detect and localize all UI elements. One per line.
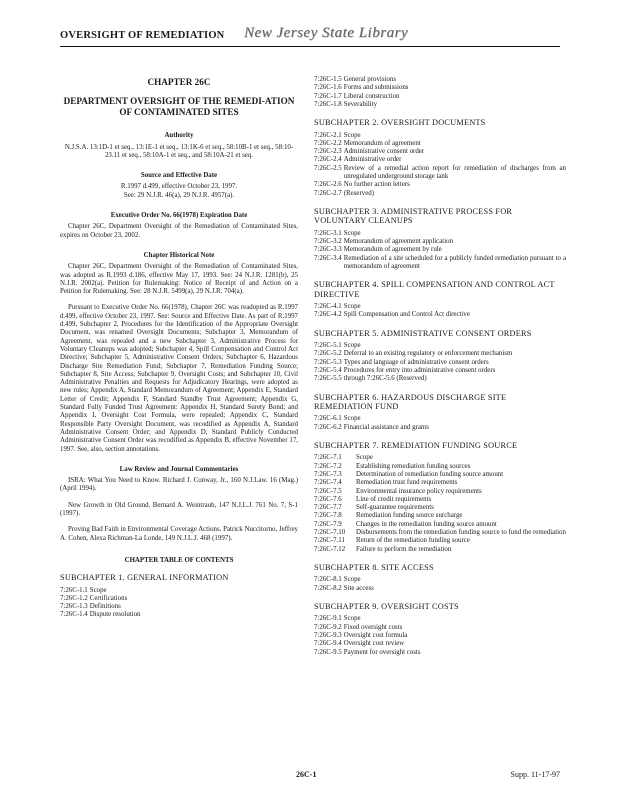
toc-list-sub3 xyxy=(314,230,566,271)
toc-entry-number: 7:26C-1.1 xyxy=(60,586,88,594)
toc-entry xyxy=(314,546,566,554)
toc-entry-number: 7:26C-3.2 xyxy=(314,238,342,246)
toc-entry-title: General provisions xyxy=(343,76,397,83)
toc-entry-number: 7:26C-1.3 xyxy=(60,603,88,611)
toc-entry xyxy=(314,230,566,238)
authority-heading: Authority xyxy=(164,132,194,140)
toc-entry-title: Severability xyxy=(343,100,378,108)
left-column xyxy=(60,78,298,620)
source-heading: Source and Effective Date xyxy=(140,172,218,180)
toc-entry-number: 7:26C-1.6 xyxy=(314,84,342,92)
toc-entry-title: Scope xyxy=(356,454,373,462)
toc-entry xyxy=(314,359,566,367)
toc-entry xyxy=(314,311,566,319)
toc-entry-title: Memorandum of agreement by rule xyxy=(343,246,442,254)
toc-entry xyxy=(314,521,566,529)
toc-entry-title: Line of credit requirements xyxy=(356,495,432,503)
toc-entry-number: 7:26C-5.5 xyxy=(314,375,342,383)
toc-entry xyxy=(314,375,566,383)
toc-entry-title: Scope xyxy=(343,131,361,139)
toc-entry xyxy=(314,140,566,148)
toc-list-sub4 xyxy=(314,303,566,320)
toc-entry-title: Certifications xyxy=(89,594,128,602)
toc-entry-number: 7:26C-7.1 xyxy=(314,454,342,462)
department-title: DEPARTMENT OVERSIGHT OF THE REMEDI-ATION OF CONTAMINATED SITES xyxy=(63,96,295,118)
toc-entry-title: Failure to perform the remediation xyxy=(356,545,452,553)
toc-entry-number: 7:26C-5.4 xyxy=(314,366,342,374)
toc-entry-number: 7:26C-7.10 xyxy=(314,529,346,537)
toc-entry xyxy=(314,537,566,545)
toc-entry-number: 7:26C-4.1 xyxy=(314,303,342,311)
toc-entry xyxy=(314,165,566,182)
toc-entry-number: 7:26C-3.4 xyxy=(314,254,342,262)
toc-list-sub9 xyxy=(314,615,566,656)
toc-entry-title: Scope xyxy=(343,615,361,623)
toc-entry-title: Scope xyxy=(343,303,361,311)
law-review-entry: ISRA: What You Need to Know. Richard J. Conway, Jr., 160 N.J.Law. 16 (Mag.) (April 1994). xyxy=(60,477,298,493)
source-text-1: R.1997 d.499, effective October 23, 1997. xyxy=(120,183,238,191)
toc-entry xyxy=(314,512,566,520)
toc-entry-title: Remediation of a site scheduled for a publicly funded remediation pursuant to a memorandum of agreement xyxy=(343,254,566,270)
toc-entry-number: 7:26C-7.3 xyxy=(314,470,342,478)
toc-entry-number: 7:26C-8.2 xyxy=(314,584,342,592)
toc-entry xyxy=(314,255,566,272)
toc-entry-title: through 7:26C-5.6 (Reserved) xyxy=(343,375,427,383)
toc-entry-title: Fixed oversight costs xyxy=(343,623,403,631)
right-column xyxy=(314,76,566,657)
toc-entry xyxy=(314,640,566,648)
toc-entry xyxy=(314,488,566,496)
history-paragraph-2: Pursuant to Executive Order No. 66(1978), Chapter 26C was readopted as R.1997 d.499, effective October 23, 1997. See: Source and Effective Date. As part of R.1997 d.499, Subchapter 2, Procedures for the Identification of the Appropriate Oversight Document, was renamed Oversight Documents; Subchapter 3, Memorandum of Agreement, was repealed and a new Subchapter 3, Administrative Process for Voluntary Cleanups was adopted; Subchapter 4, Spill Compensation and Control Act Directive; Subchapter 5, Administrative Consent Orders; Subchapter 6, Hazardous Discharge Site Remediation Fund; Subchapter 7, Remediation Funding Source; Subchapter 8, Site Access; Subchapter 9, Oversight Costs; and Subchapter 10, Civil Administrative Penalties and Requests for Adjudicatory Hearings, were adopted as new rules; Appendix A, Standard Memorandum of Agreement; Appendix E, Standard Letter of Credit; Appendix F, Standard Standby Trust Agreement; Appendix G, Standard Fully Funded Trust Agreement: Appendix H, Standard Surety Bond; and Appendix I, Oversight Cost Formula, were repealed; Appendix C, Standard Responsible Party Oversight Document, was recodified as Appendix A, Standard Administrative Consent Order; and Appendix D, Standard Publicly Conducted Administrative Consent Order was recodified as Appendix B, effective November 17, 1997. See, also, section annotations. xyxy=(60,304,298,453)
library-stamp: New Jersey State Library xyxy=(244,25,409,41)
toc-entry-title: Procedures for entry into administrative consent orders xyxy=(343,366,496,374)
toc-entry xyxy=(314,303,566,311)
toc-entry xyxy=(314,342,566,350)
toc-entry-title: Payment for oversight costs xyxy=(343,648,421,656)
toc-entry xyxy=(314,93,566,101)
toc-entry xyxy=(314,585,566,593)
toc-entry-title: Scope xyxy=(343,415,361,423)
toc-entry-title: Remediation trust fund requirements xyxy=(356,479,458,487)
toc-entry-number: 7:26C-2.5 xyxy=(314,164,342,172)
toc-entry-number: 7:26C-1.8 xyxy=(314,100,342,108)
toc-entry-number: 7:26C-6.1 xyxy=(314,415,342,423)
toc-entry-title: Financial assistance and grants xyxy=(343,423,429,431)
toc-entry-number: 7:26C-7.11 xyxy=(314,537,345,545)
toc-entry xyxy=(314,415,566,423)
page-footer xyxy=(60,770,560,782)
toc-entry-title: Changes in the remediation funding source amount xyxy=(356,520,497,528)
law-review-entry: New Growth in Old Ground. Bernard A. Weintraub, 147 N.J.L.J. 761 No. 7, S-1 (1997). xyxy=(60,501,298,517)
toc-entry xyxy=(314,496,566,504)
toc-entry-title: Self-guarantee requirements xyxy=(356,504,434,512)
toc-entry xyxy=(314,529,566,537)
subchapter-1-heading: SUBCHAPTER 1. GENERAL INFORMATION xyxy=(60,573,229,583)
toc-entry-title: Oversight cost formula xyxy=(343,631,408,639)
history-heading: Chapter Historical Note xyxy=(143,251,215,259)
toc-entry-title: Scope xyxy=(89,586,107,594)
toc-entry xyxy=(60,611,298,619)
toc-entry-title: Return of the remediation funding source xyxy=(356,537,470,545)
chapter-title: CHAPTER 26C xyxy=(147,77,211,87)
toc-entry-title: Dispute resolution xyxy=(89,611,141,619)
subchapter-8-heading: SUBCHAPTER 8. SITE ACCESS xyxy=(314,562,434,572)
toc-list-sub1 xyxy=(60,587,298,620)
toc-entry-title: Administrative consent order xyxy=(343,148,425,156)
page-number: 26C-1 xyxy=(296,770,317,779)
toc-entry-number: 7:26C-9.5 xyxy=(314,648,342,656)
toc-entry-title: Scope xyxy=(343,229,361,237)
exec-order-text: Chapter 26C, Department Oversight of the Remediation of Contaminated Sites, expires on October 23, 2002. xyxy=(60,223,298,239)
toc-entry-title: No further action letters xyxy=(343,181,410,189)
toc-entry-number: 7:26C-1.2 xyxy=(60,594,88,602)
subchapter-5-heading: SUBCHAPTER 5. ADMINISTRATIVE CONSENT ORDERS xyxy=(314,328,532,338)
toc-list-sub6 xyxy=(314,415,566,432)
page-header xyxy=(60,24,560,47)
toc-entry-number: 7:26C-3.1 xyxy=(314,229,342,237)
toc-entry xyxy=(314,238,566,246)
toc-entry-number: 7:26C-5.1 xyxy=(314,342,342,350)
toc-entry-number: 7:26C-7.4 xyxy=(314,479,342,487)
toc-entry-number: 7:26C-9.4 xyxy=(314,640,342,648)
toc-entry xyxy=(314,367,566,375)
toc-entry-number: 7:26C-2.7 xyxy=(314,189,342,197)
toc-entry-number: 7:26C-7.12 xyxy=(314,545,346,553)
toc-entry-title: Deferral to an existing regulatory or enforcement mechanism xyxy=(343,350,513,358)
subchapter-4-heading: SUBCHAPTER 4. SPILL COMPENSATION AND CONTROL ACT DIRECTIVE xyxy=(314,280,555,299)
toc-entry xyxy=(314,246,566,254)
source-text-2: See: 29 N.J.R. 46(a), 29 N.J.R. 4957(a). xyxy=(123,191,235,199)
toc-list-sub2 xyxy=(314,132,566,198)
toc-entry-title: Scope xyxy=(343,342,361,350)
toc-entry xyxy=(314,576,566,584)
toc-entry-title: Memorandum of agreement xyxy=(343,139,421,147)
toc-entry-number: 7:26C-8.1 xyxy=(314,576,342,584)
toc-entry xyxy=(314,132,566,140)
toc-entry-number: 7:26C-2.4 xyxy=(314,156,342,164)
toc-list-sub1-cont xyxy=(314,76,566,109)
subchapter-3-heading: SUBCHAPTER 3. ADMINISTRATIVE PROCESS FOR VOLUNTARY CLEANUPS xyxy=(314,206,513,226)
toc-entry-title: Definitions xyxy=(89,603,121,611)
toc-entry-title: Disbursements from the remediation funding source to fund the remediation xyxy=(356,529,566,537)
toc-entry xyxy=(314,424,566,432)
toc-entry xyxy=(314,624,566,632)
toc-entry-number: 7:26C-7.5 xyxy=(314,487,342,495)
toc-entry-number: 7:26C-7.8 xyxy=(314,512,342,520)
toc-entry xyxy=(314,181,566,189)
toc-entry-number: 7:26C-2.6 xyxy=(314,181,342,189)
toc-entry-title: Establishing remediation funding sources xyxy=(356,462,471,470)
toc-entry-number: 7:26C-2.2 xyxy=(314,139,342,147)
toc-list-sub5 xyxy=(314,342,566,383)
exec-order-heading: Executive Order No. 66(1978) Expiration Date xyxy=(110,212,248,220)
toc-entry-title: Liberal construction xyxy=(343,92,400,100)
toc-entry-number: 7:26C-7.2 xyxy=(314,462,342,470)
supplement-date: Supp. 11-17-97 xyxy=(510,770,560,779)
toc-entry-title: Oversight cost review xyxy=(343,640,405,648)
toc-entry xyxy=(314,649,566,657)
toc-entry-title: Administrative order xyxy=(343,156,402,164)
toc-entry-title: Forms and submissions xyxy=(343,84,409,92)
toc-list-sub7 xyxy=(314,454,566,554)
toc-entry-number: 7:26C-1.7 xyxy=(314,92,342,100)
toc-entry-title: Site access xyxy=(343,584,374,592)
toc-entry-number: 7:26C-9.3 xyxy=(314,631,342,639)
toc-entry xyxy=(314,350,566,358)
toc-entry-title: Remediation funding source surcharge xyxy=(356,512,463,520)
authority-text: N.J.S.A. 13:1D-1 et seq., 13:1E-1 et seq., 13:1K-6 et seq., 58:10B-1 et seq., 58:10-23.11 et seq., 58:10A-1 et seq., and 58:10A-21 et seq. xyxy=(64,143,294,159)
toc-entry xyxy=(314,471,566,479)
toc-entry xyxy=(60,587,298,595)
toc-entry-number: 7:26C-1.4 xyxy=(60,611,88,619)
toc-entry-number: 7:26C-7.7 xyxy=(314,504,342,512)
toc-entry-title: Scope xyxy=(343,576,361,584)
toc-entry-number: 7:26C-6.2 xyxy=(314,423,342,431)
toc-entry xyxy=(314,463,566,471)
toc-entry xyxy=(314,190,566,198)
subchapter-6-heading: SUBCHAPTER 6. HAZARDOUS DISCHARGE SITE REMEDIATION FUND xyxy=(314,392,507,411)
toc-entry-title: Types and language of administrative consent orders xyxy=(343,358,489,366)
toc-entry xyxy=(60,595,298,603)
law-review-heading: Law Review and Journal Commentaries xyxy=(119,465,239,473)
toc-entry xyxy=(314,479,566,487)
toc-entry-number: 7:26C-5.3 xyxy=(314,358,342,366)
subchapter-9-heading: SUBCHAPTER 9. OVERSIGHT COSTS xyxy=(314,601,459,611)
subchapter-2-heading: SUBCHAPTER 2. OVERSIGHT DOCUMENTS xyxy=(314,118,486,128)
toc-entry xyxy=(314,632,566,640)
history-paragraph-1: Chapter 26C, Department Oversight of the Remediation of Contaminated Sites, was adopted as R.1993 d.186, effective May 17, 1993. See: 24 N.J.R. 1281(b), 25 N.J.R. 2002(a). Petition for Rulemaking: Notice of Receipt of and Action on a Petition for Rulemaking. See: 28 N.J.R. 5499(a), 29 N.J.R. 704(a). xyxy=(60,263,298,296)
toc-entry-title: Review of a remedial action report for remediation of discharges from an unregulated underground storage tank xyxy=(343,164,566,181)
toc-entry xyxy=(314,148,566,156)
toc-entry xyxy=(314,76,566,84)
toc-heading: CHAPTER TABLE OF CONTENTS xyxy=(124,556,234,564)
toc-entry-number: 7:26C-2.3 xyxy=(314,148,342,156)
toc-entry-title: (Reserved) xyxy=(343,189,374,197)
toc-entry-number: 7:26C-9.2 xyxy=(314,623,342,631)
toc-entry xyxy=(60,603,298,611)
toc-entry-title: Spill Compensation and Control Act directive xyxy=(343,311,470,319)
toc-entry xyxy=(314,156,566,164)
toc-entry xyxy=(314,84,566,92)
toc-entry-number: 7:26C-3.3 xyxy=(314,246,342,254)
toc-entry-number: 7:26C-7.6 xyxy=(314,495,342,503)
toc-entry xyxy=(314,454,566,462)
toc-entry xyxy=(314,101,566,109)
law-review-entry: Proving Bad Faith in Environmental Coverage Actions. Patrick Nuccitorno, Jeffrey A. Cohen, Alexa Richman-La Londe, 149 N.J.L.J. 468 (1997). xyxy=(60,526,298,542)
running-head: OVERSIGHT OF REMEDIATION xyxy=(60,30,225,41)
toc-entry-number: 7:26C-5.2 xyxy=(314,350,342,358)
toc-entry-number: 7:26C-7.9 xyxy=(314,520,342,528)
toc-entry-number: 7:26C-1.5 xyxy=(314,76,342,83)
toc-entry-title: Determination of remediation funding source amount xyxy=(356,470,504,478)
toc-entry xyxy=(314,504,566,512)
toc-entry xyxy=(314,615,566,623)
subchapter-7-heading: SUBCHAPTER 7. REMEDIATION FUNDING SOURCE xyxy=(314,440,518,450)
toc-entry-number: 7:26C-9.1 xyxy=(314,615,342,623)
toc-entry-number: 7:26C-4.2 xyxy=(314,311,342,319)
toc-entry-title: Environmental insurance policy requirements xyxy=(356,487,482,495)
toc-entry-title: Memorandum of agreement application xyxy=(343,238,454,246)
toc-entry-number: 7:26C-2.1 xyxy=(314,131,342,139)
toc-list-sub8 xyxy=(314,576,566,593)
